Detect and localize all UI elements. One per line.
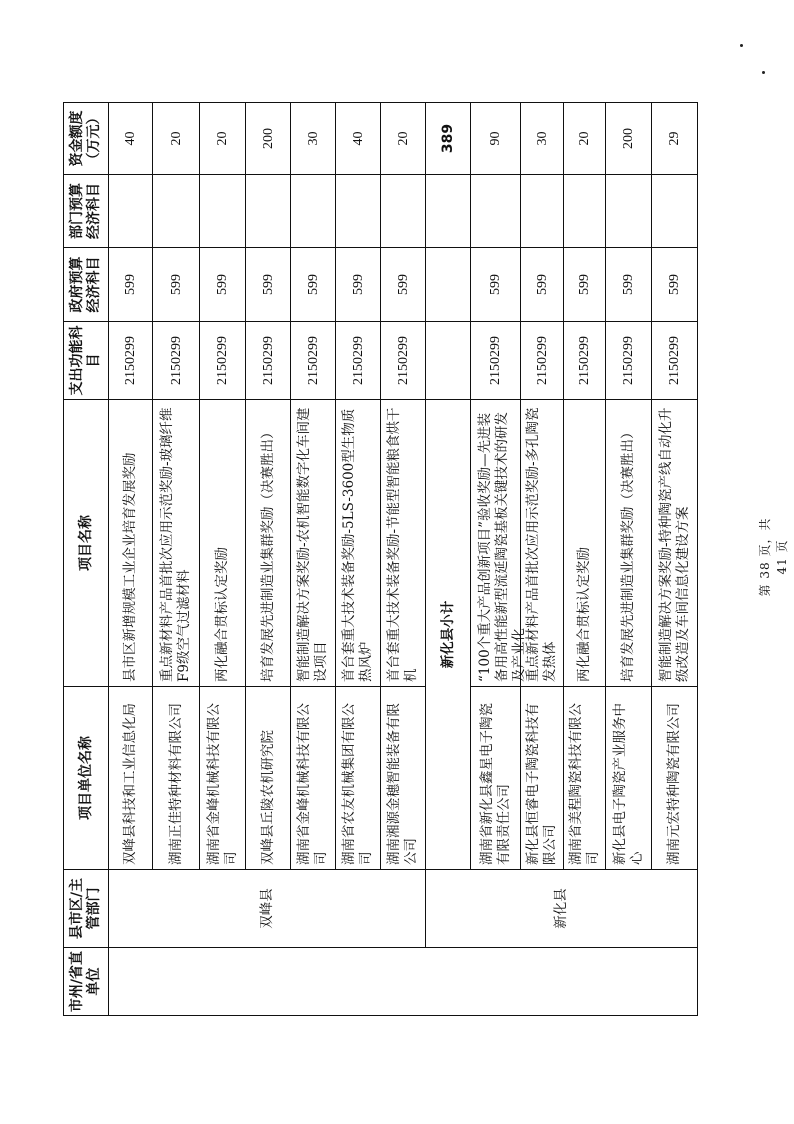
- project-name-cell: [521, 400, 564, 687]
- gov-budget-cell: 599: [381, 248, 426, 322]
- func-subject-cell: 2150299: [471, 322, 521, 400]
- header-gov-budget: 政府预算经济科目: [64, 248, 109, 322]
- unit-name-cell: 湖南湘源金穗智能装备有限公司: [381, 687, 426, 870]
- amount-cell: 20: [564, 103, 606, 175]
- project-name-text: 培育发展先进制造业集群奖励（决赛胜出）: [259, 425, 276, 682]
- gov-budget-cell: 599: [153, 248, 200, 322]
- header-project: 项目名称: [64, 400, 109, 687]
- project-name-cell: [336, 400, 381, 687]
- project-name-text: 首台套重大技术装备奖励-节能型智能粮食烘干机: [386, 407, 419, 682]
- county-cell: 新化县: [426, 870, 698, 948]
- dept-budget-cell: [652, 175, 698, 248]
- func-subject-cell: 2150299: [564, 322, 606, 400]
- unit-name-cell: 湖南省金峰机械科技有限公司: [200, 687, 246, 870]
- dept-budget-cell: [336, 175, 381, 248]
- gov-budget-cell: 599: [564, 248, 606, 322]
- project-name-text: 两化融合贯标认定奖励: [576, 547, 592, 682]
- func-subject-cell: 2150299: [652, 322, 698, 400]
- header-city: 市州/省直单位: [64, 948, 109, 1016]
- dept-budget-cell: [521, 175, 564, 248]
- dept-budget-cell: [153, 175, 200, 248]
- unit-name-cell: 湖南元宏特种陶瓷有限公司: [652, 687, 698, 870]
- func-subject-cell: 2150299: [200, 322, 246, 400]
- project-name-text: 智能制造解决方案奖励-特种陶瓷产线自动化升级改造及车间信息化建设方案: [657, 407, 691, 682]
- project-name-cell: [471, 400, 527, 687]
- header-amount: 资金额度（万元）: [64, 103, 109, 175]
- func-subject-cell: 2150299: [336, 322, 381, 400]
- func-subject-cell: [426, 322, 471, 400]
- func-subject-cell: 2150299: [153, 322, 200, 400]
- gov-budget-cell: 599: [291, 248, 336, 322]
- gov-budget-cell: [426, 248, 471, 322]
- func-subject-cell: 2150299: [291, 322, 336, 400]
- unit-name-cell: 湖南省金峰机械科技有限公司: [291, 687, 336, 870]
- project-name-cell: [291, 400, 336, 687]
- gov-budget-cell: 599: [336, 248, 381, 322]
- project-name-cell: [200, 400, 246, 687]
- project-name-cell: [606, 400, 652, 687]
- amount-cell: 90: [471, 103, 521, 175]
- unit-name-cell: 新化县恒睿电子陶瓷科技有限公司: [521, 687, 564, 870]
- funding-table: [63, 102, 698, 1016]
- county-cell: 双峰县: [109, 870, 426, 948]
- amount-cell: 20: [153, 103, 200, 175]
- city-cell: [109, 948, 698, 1016]
- project-name-cell: [153, 400, 200, 687]
- amount-cell: 20: [381, 103, 426, 175]
- dept-budget-cell: [564, 175, 606, 248]
- subtotal-label: 新化县小计: [426, 400, 471, 870]
- dept-budget-cell: [381, 175, 426, 248]
- header-unit: 项目单位名称: [64, 687, 109, 870]
- amount-cell: 40: [336, 103, 381, 175]
- dept-budget-cell: [426, 175, 471, 248]
- scan-speck: [740, 44, 743, 47]
- gov-budget-cell: 599: [652, 248, 698, 322]
- dept-budget-cell: [606, 175, 652, 248]
- amount-cell: 200: [606, 103, 652, 175]
- amount-cell: 200: [246, 103, 291, 175]
- gov-budget-cell: 599: [471, 248, 521, 322]
- page-footer: 第 38 页，共 41 页: [758, 517, 789, 597]
- project-name-text: 首台套重大技术装备奖励-5LS-3600型生物质热风炉: [341, 408, 374, 682]
- project-name-text: 重点新材料产品首批次应用示范奖励-玻璃纤维F9级空气过滤材料: [159, 407, 192, 682]
- dept-budget-cell: [246, 175, 291, 248]
- project-name-cell: [652, 400, 698, 687]
- project-name-cell: [564, 400, 606, 687]
- project-name-text: 县市区新增规模工业企业培育发展奖励: [122, 452, 138, 682]
- func-subject-cell: 2150299: [381, 322, 426, 400]
- project-name-cell: [109, 400, 153, 687]
- project-name-cell: [381, 400, 426, 687]
- gov-budget-cell: 599: [109, 248, 153, 322]
- dept-budget-cell: [200, 175, 246, 248]
- unit-name-cell: 湖南省农友机械集团有限公司: [336, 687, 381, 870]
- unit-name-cell: 湖南省新化县鑫星电子陶瓷有限责任公司: [471, 687, 521, 870]
- amount-cell: 29: [652, 103, 698, 175]
- amount-cell: 20: [200, 103, 246, 175]
- gov-budget-cell: 599: [246, 248, 291, 322]
- amount-cell: 30: [291, 103, 336, 175]
- dept-budget-cell: [471, 175, 521, 248]
- header-county: 县市区/主管部门: [64, 870, 109, 948]
- header-func-subject: 支出功能科目: [64, 322, 109, 400]
- func-subject-cell: 2150299: [521, 322, 564, 400]
- project-name-text: 重点新材料产品首批次应用示范奖励-多孔陶瓷发热体: [525, 407, 558, 682]
- dept-budget-cell: [291, 175, 336, 248]
- unit-name-cell: 双峰县丘陵农机研究院: [246, 687, 291, 870]
- scan-speck: [762, 71, 765, 74]
- gov-budget-cell: 599: [521, 248, 564, 322]
- subtotal-amount: 389: [426, 103, 471, 175]
- unit-name-cell: 新化县电子陶瓷产业服务中心: [606, 687, 652, 870]
- project-name-text: 智能制造解决方案奖励-农机智能数字化车间建设项目: [296, 407, 329, 682]
- table-row: [109, 103, 153, 1016]
- header-dept-budget: 部门预算经济科目: [64, 175, 109, 248]
- func-subject-cell: 2150299: [606, 322, 652, 400]
- project-name-text: 两化融合贯标认定奖励: [214, 547, 230, 682]
- header-row: [64, 103, 109, 1016]
- project-name-cell: [246, 400, 291, 687]
- amount-cell: 30: [521, 103, 564, 175]
- func-subject-cell: 2150299: [246, 322, 291, 400]
- project-name-text: “100个重大产品创新项目”验收奖励—先进装备用高性能新型流延陶瓷基板关键技术的研发及产业化: [476, 412, 527, 682]
- gov-budget-cell: 599: [200, 248, 246, 322]
- unit-name-cell: 湖南省美程陶瓷科技有限公司: [564, 687, 606, 870]
- dept-budget-cell: [109, 175, 153, 248]
- func-subject-cell: 2150299: [109, 322, 153, 400]
- gov-budget-cell: 599: [606, 248, 652, 322]
- subtotal-row: [426, 103, 471, 1016]
- amount-cell: 40: [109, 103, 153, 175]
- project-name-text: 培育发展先进制造业集群奖励（决赛胜出）: [620, 425, 636, 682]
- unit-name-cell: 双峰县科技和工业信息化局: [109, 687, 153, 870]
- unit-name-cell: 湖南正佳特种材料有限公司: [153, 687, 200, 870]
